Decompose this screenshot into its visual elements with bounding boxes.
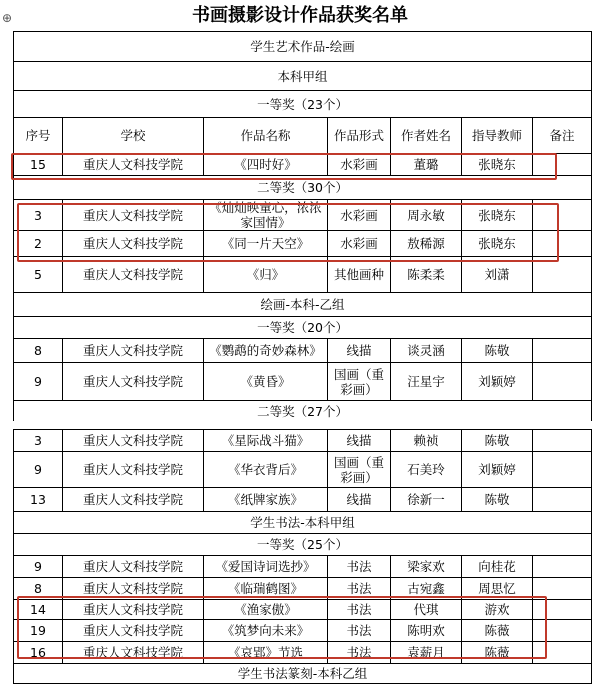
table-row: 9 重庆人文科技学院 《爱国诗词选抄》 书法 梁家欢 向桂花: [14, 556, 592, 578]
table-row: 19 重庆人文科技学院 《筑梦向未来》 书法 陈明欢 陈薇: [14, 620, 592, 642]
award-level-header: 一等奖（23个）: [14, 91, 592, 118]
table-row: 9 重庆人文科技学院 《黄昏》 国画（重彩画） 汪星宇 刘颖婷: [14, 363, 592, 401]
table-row: 13 重庆人文科技学院 《纸牌家族》 线描 徐新一 陈敬: [14, 488, 592, 512]
awards-table-page-2: [13, 429, 592, 684]
col-header-work: 作品名称: [204, 118, 328, 154]
col-header-form: 作品形式: [328, 118, 391, 154]
section-header: 学生书法-本科甲组: [14, 512, 592, 534]
col-header-author: 作者姓名: [391, 118, 462, 154]
table-row: 8 重庆人文科技学院 《临瑞鹤图》 书法 古宛鑫 周思忆: [14, 578, 592, 600]
section-header: 本科甲组: [14, 62, 592, 91]
awards-table-page-1: [13, 31, 592, 423]
award-level-header: 一等奖（20个）: [14, 317, 592, 339]
col-header-teacher: 指导教师: [462, 118, 533, 154]
page-title: 书画摄影设计作品获奖名单: [192, 5, 408, 26]
award-level-header: 一等奖（25个）: [14, 534, 592, 556]
table-row: 5 重庆人文科技学院 《归》 其他画种 陈柔柔 刘潇: [14, 257, 592, 293]
table-row: 8 重庆人文科技学院 《鹦鹉的奇妙森林》 线描 谈灵涵 陈敬: [14, 339, 592, 363]
section-header: 学生艺术作品-绘画: [14, 32, 592, 62]
table-row: 15 重庆人文科技学院 《四时好》 水彩画 董璐 张晓东: [14, 154, 592, 176]
table-row: 9 重庆人文科技学院 《华衣背后》 国画（重彩画） 石美玲 刘颖婷: [14, 452, 592, 488]
award-level-header: 二等奖（30个）: [14, 176, 592, 200]
page-break: [0, 421, 600, 429]
table-move-handle-icon[interactable]: ⊕: [2, 11, 13, 25]
award-level-header: 二等奖（27个）: [14, 401, 592, 423]
column-header-row: [14, 118, 592, 154]
col-header-remark: 备注: [533, 118, 592, 154]
col-header-school: 学校: [63, 118, 204, 154]
section-header: 学生书法篆刻-本科乙组: [14, 664, 592, 684]
section-header: 绘画-本科-乙组: [14, 293, 592, 317]
table-row: 14 重庆人文科技学院 《渔家傲》 书法 代琪 游欢: [14, 600, 592, 620]
table-row: 3 重庆人文科技学院 《星际战斗猫》 线描 赖祯 陈敬: [14, 430, 592, 452]
table-row: 16 重庆人文科技学院 《哀郢》节选 书法 袁薪月 陈薇: [14, 642, 592, 664]
table-row: 2 重庆人文科技学院 《同一片天空》 水彩画 敖稀源 张晓东: [14, 231, 592, 257]
table-row: 3 重庆人文科技学院 《灿灿映童心，浓浓家国情》 水彩画 周永敏 张晓东: [14, 200, 592, 231]
col-header-no: 序号: [14, 118, 63, 154]
